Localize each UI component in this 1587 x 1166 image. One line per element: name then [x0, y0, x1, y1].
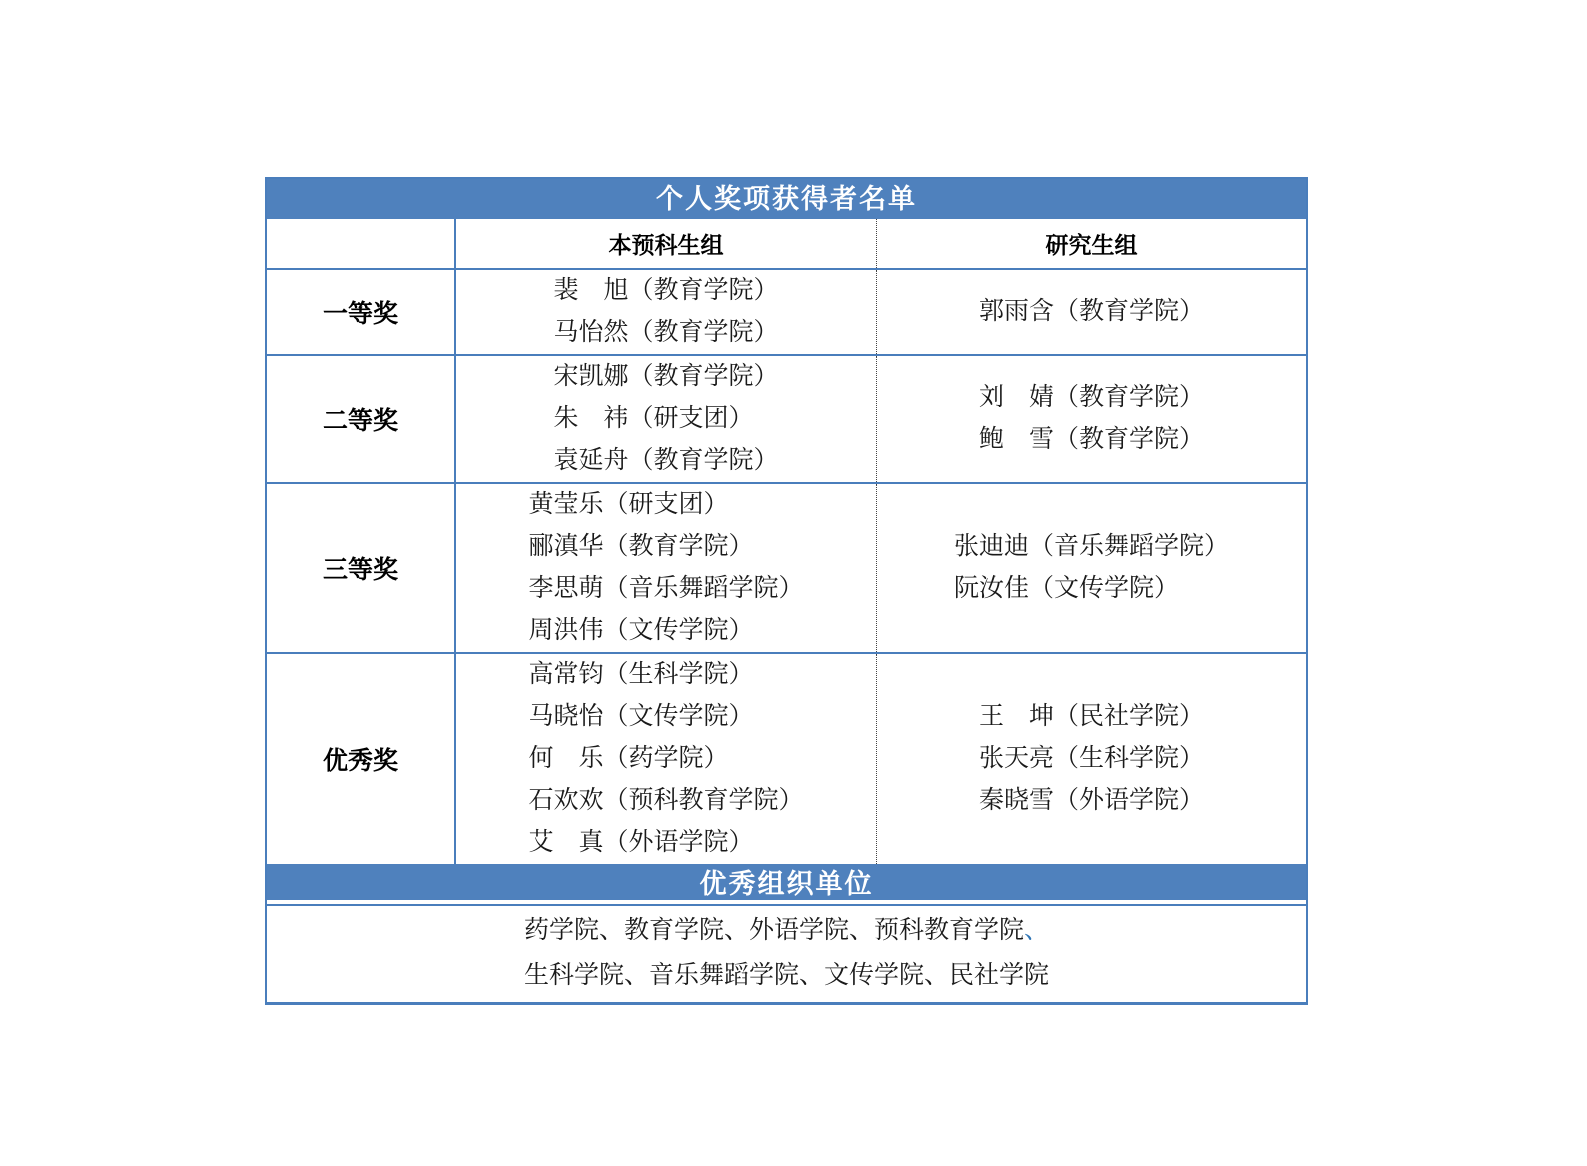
winner-name-block — [979, 696, 1204, 822]
column-header-graduate-group: 研究生组 — [1045, 233, 1138, 258]
winner-name: 鲍 雪（教育学院） — [978, 426, 1204, 453]
winner-name: 袁延舟（教育学院） — [553, 447, 779, 474]
table-title-individual-awards: 个人奖项获得者名单 — [267, 179, 1306, 219]
winner-name-block — [553, 356, 778, 482]
winner-name: 郭雨含（教育学院） — [978, 298, 1204, 325]
winner-name-block — [979, 377, 1204, 461]
group2-winners-cell — [877, 484, 1306, 652]
group1-winners-cell — [456, 654, 877, 864]
winner-name: 高常钧（生科学院） — [528, 661, 754, 688]
winner-name-block — [979, 291, 1204, 333]
group1-winners-cell — [456, 484, 877, 652]
winner-name: 黄莹乐（研支团） — [528, 491, 729, 518]
winner-name: 张天亮（生科学院） — [978, 745, 1204, 772]
winner-name: 阮汝佳（文传学院） — [953, 575, 1179, 602]
winner-name: 刘 婧（教育学院） — [978, 384, 1204, 411]
org-units-line-2: 生科学院、音乐舞蹈学院、文传学院、民社学院 — [523, 962, 1049, 989]
winner-name-block — [528, 654, 803, 864]
org-units-cell — [267, 904, 1306, 1002]
winner-name: 王 坤（民社学院） — [978, 703, 1204, 730]
group1-winners-cell — [456, 270, 877, 354]
column-header-row — [267, 219, 1306, 268]
corner-cell — [267, 219, 456, 268]
org-units-line-1 — [524, 908, 1049, 953]
winner-name: 裴 旭（教育学院） — [553, 277, 779, 304]
winner-name: 张迪迪（音乐舞蹈学院） — [953, 533, 1229, 560]
award-row — [267, 652, 1306, 864]
award-label: 优秀奖 — [267, 654, 456, 864]
table-title-excellent-org-units: 优秀组织单位 — [267, 864, 1306, 904]
winner-name: 秦晓雪（外语学院） — [978, 787, 1204, 814]
award-label: 二等奖 — [267, 356, 456, 482]
winner-name: 马怡然（教育学院） — [553, 319, 779, 346]
winner-name-block — [553, 270, 778, 354]
winner-name: 周洪伟（文传学院） — [528, 617, 754, 644]
winner-name: 艾 真（外语学院） — [528, 829, 754, 856]
award-row — [267, 482, 1306, 652]
awards-table — [265, 177, 1308, 1005]
org-units-line-1-blue-comma: 、 — [1024, 917, 1050, 944]
award-label: 三等奖 — [267, 484, 456, 652]
group2-winners-cell — [877, 654, 1306, 864]
winner-name: 宋凯娜（教育学院） — [553, 363, 779, 390]
winner-name: 李思萌（音乐舞蹈学院） — [528, 575, 804, 602]
award-row — [267, 268, 1306, 354]
column-header-undergrad-group: 本预科生组 — [456, 219, 877, 268]
winner-name: 何 乐（药学院） — [528, 745, 729, 772]
winner-name-block — [528, 484, 803, 652]
winner-name: 郦滇华（教育学院） — [528, 533, 754, 560]
winner-name: 朱 祎（研支团） — [553, 405, 754, 432]
winner-name: 石欢欢（预科教育学院） — [528, 787, 804, 814]
award-rows — [267, 268, 1306, 864]
award-row — [267, 354, 1306, 482]
group1-winners-cell — [456, 356, 877, 482]
group2-winners-cell — [877, 356, 1306, 482]
org-units-line-1-text: 药学院、教育学院、外语学院、预科教育学院 — [523, 917, 1024, 944]
group2-winners-cell — [877, 270, 1306, 354]
winner-name-block — [954, 526, 1229, 610]
award-label: 一等奖 — [267, 270, 456, 354]
winner-name: 马晓怡（文传学院） — [528, 703, 754, 730]
